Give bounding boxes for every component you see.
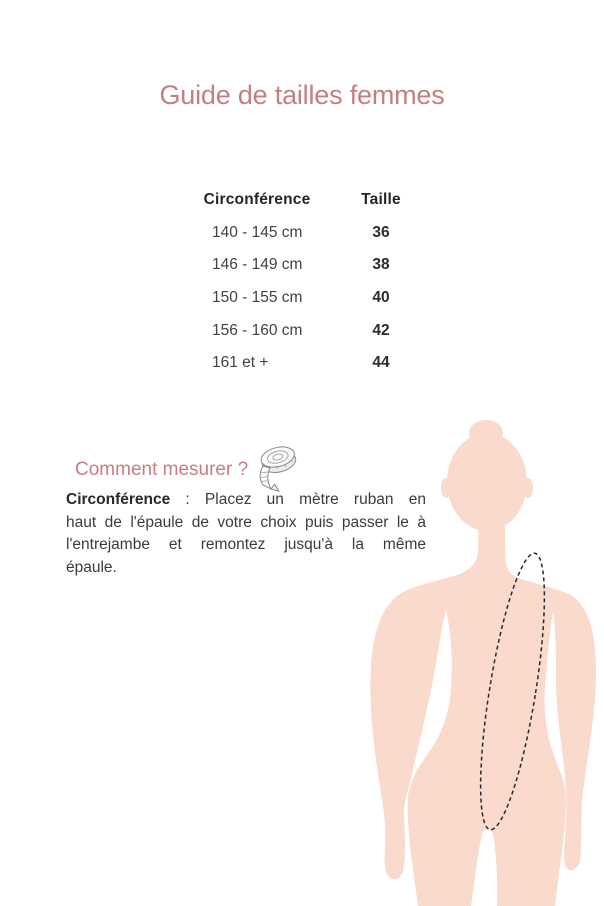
column-header-circumference: Circonférence [203, 191, 311, 209]
table-row-range: 161 et + [212, 354, 269, 372]
paragraph-text: : Placez un mètre ruban en [170, 491, 426, 508]
table-row-range: 150 - 155 cm [212, 289, 303, 307]
table-row-range: 146 - 149 cm [212, 256, 303, 274]
table-row-range: 156 - 160 cm [212, 321, 303, 339]
measure-term: Circonférence [66, 491, 171, 508]
how-to-measure-heading: Comment mesurer ? [75, 459, 249, 480]
column-header-size: Taille [361, 191, 401, 209]
table-row-size: 44 [372, 354, 390, 372]
silhouette-body [370, 505, 596, 906]
silhouette-ear-left [441, 478, 451, 498]
table-row-size: 40 [372, 289, 390, 307]
page-title: Guide de tailles femmes [159, 80, 445, 110]
table-row-size: 38 [372, 256, 390, 274]
table-row-range: 140 - 145 cm [212, 223, 303, 241]
table-row-size: 42 [372, 321, 390, 339]
paragraph-line: haut de l'épaule de votre choix puis passer le à [66, 513, 426, 531]
table-row-size: 36 [372, 223, 390, 241]
paragraph-line: épaule. [66, 558, 117, 576]
silhouette-ear-right [523, 478, 533, 498]
paragraph-line: l'entrejambe et remontez jusqu'à la même [66, 536, 426, 554]
